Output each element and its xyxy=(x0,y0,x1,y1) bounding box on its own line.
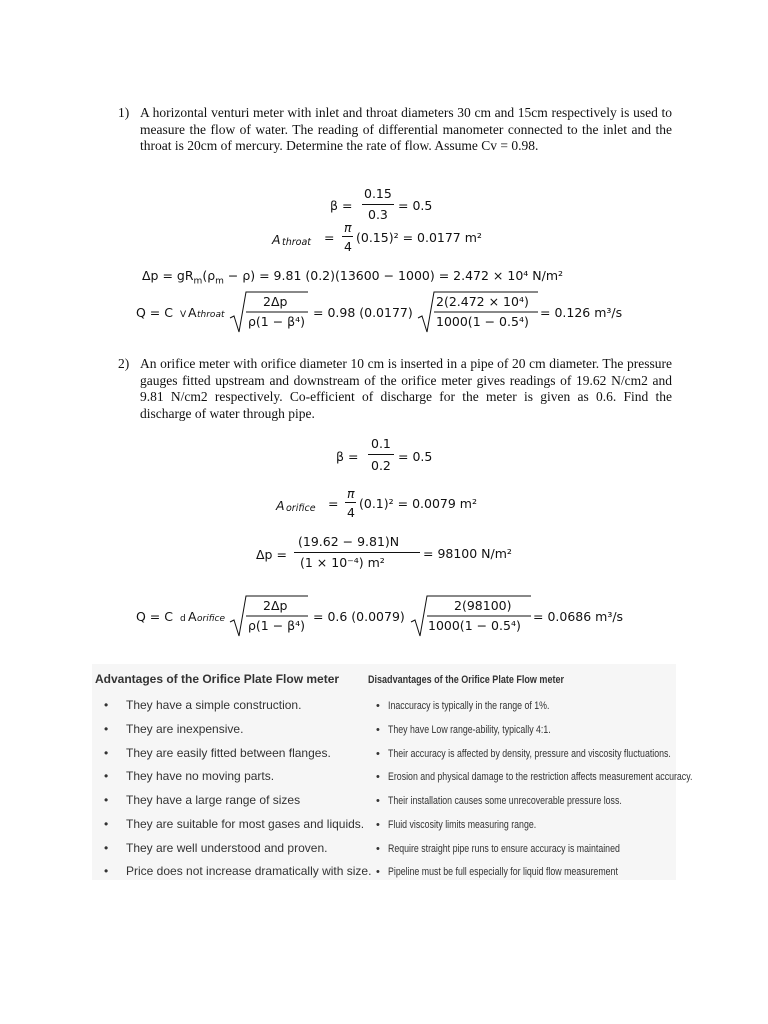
list-item xyxy=(376,843,678,855)
radical-1-numerator: 2Δp xyxy=(263,598,288,613)
dp-denominator: (1 × 10⁻⁴) m² xyxy=(300,555,385,570)
problem-1-text: A horizontal venturi meter with inlet and throat diameters 30 cm and 15cm respectively is used to measure the flow of water. The reading of differential manometer connected to the inlet and the throat is 20cm of mercury. Determine the rate of flow. Assume Cv = 0.98. xyxy=(140,105,672,153)
bullet: • xyxy=(376,843,380,855)
advantage-text: They have a simple construction. xyxy=(126,698,302,712)
fraction-bar xyxy=(368,454,394,455)
list-item xyxy=(376,724,591,736)
advantage-text: They are well understood and proven. xyxy=(126,841,328,855)
q-rhs: = 0.0686 m³/s xyxy=(533,609,624,624)
disadvantage-text: Their accuracy is affected by density, pressure and viscosity fluctuations. xyxy=(388,748,671,760)
radical-1-denominator: ρ(1 − β⁴) xyxy=(248,314,306,329)
q-sub-d: d xyxy=(180,614,186,624)
dp-subscript-2: m xyxy=(215,276,224,287)
fraction-bar xyxy=(294,552,420,553)
q-area: A xyxy=(188,609,197,624)
fraction-bar xyxy=(362,204,394,205)
bullet: • xyxy=(376,748,380,760)
list-item xyxy=(104,841,327,855)
bullet: • xyxy=(104,722,109,736)
beta-numerator: 0.15 xyxy=(364,186,392,201)
beta-numerator: 0.1 xyxy=(371,436,391,451)
beta-lhs: β = xyxy=(330,198,353,213)
q-sub-orifice: orifice xyxy=(197,614,226,624)
bullet: • xyxy=(376,724,380,736)
bullet: • xyxy=(376,795,380,807)
dp-subscript: m xyxy=(193,276,203,287)
dp-rhs: = 98100 N/m² xyxy=(423,546,512,561)
list-item xyxy=(104,698,301,712)
area-rhs: (0.15)² = 0.0177 m² xyxy=(356,230,482,245)
beta-denominator: 0.2 xyxy=(371,458,391,473)
area-symbol: A xyxy=(272,232,281,247)
comparison-panel xyxy=(92,664,693,880)
area-equals: = xyxy=(328,496,339,511)
pi-symbol: π xyxy=(347,486,355,501)
pi-symbol: π xyxy=(344,220,352,235)
area-equals: = xyxy=(324,230,335,245)
bullet: • xyxy=(104,864,109,878)
q-sub-v: V xyxy=(180,310,187,320)
list-item xyxy=(104,769,274,783)
q-area: A xyxy=(188,305,197,320)
bullet: • xyxy=(104,841,109,855)
disadvantages-title: Disadvantages of the Orifice Plate Flow meter xyxy=(368,674,564,686)
advantage-text: They have no moving parts. xyxy=(126,769,275,783)
problem-1-flow-equation xyxy=(136,290,656,336)
list-item xyxy=(104,722,243,736)
four: 4 xyxy=(344,239,352,254)
advantage-text: They are easily fitted between flanges. xyxy=(126,746,331,760)
bullet: • xyxy=(376,771,380,783)
area-subscript: throat xyxy=(282,237,312,248)
radical-2-numerator: 2(2.472 × 10⁴) xyxy=(436,294,529,309)
list-item xyxy=(376,819,573,831)
q-rhs: = 0.126 m³/s xyxy=(540,305,623,320)
disadvantage-text: Their installation causes some unrecoverable pressure loss. xyxy=(388,795,622,807)
dp-part-a: Δp = gR xyxy=(142,268,194,283)
list-item xyxy=(376,866,675,878)
dp-part-c: − ρ) = 9.81 (0.2)(13600 − 1000) = 2.472 × 10⁴ N/m² xyxy=(223,268,564,283)
advantages-title: Advantages of the Orifice Plate Flow meter xyxy=(95,672,340,686)
area-symbol: A xyxy=(276,498,285,513)
disadvantage-text: Pipeline must be full especially for liquid flow measurement xyxy=(388,866,618,878)
dp-lhs: Δp = xyxy=(256,547,287,562)
fraction-bar xyxy=(342,236,353,237)
problem-1-number: 1) xyxy=(118,105,130,120)
bullet: • xyxy=(104,817,109,831)
radical-1-denominator: ρ(1 − β⁴) xyxy=(248,618,306,633)
advantage-text: They are suitable for most gases and liquids. xyxy=(126,817,365,831)
bullet: • xyxy=(376,700,380,712)
four: 4 xyxy=(347,505,355,520)
problem-2-number: 2) xyxy=(118,356,130,371)
area-subscript: orifice xyxy=(286,503,316,514)
list-item xyxy=(376,771,768,783)
disadvantage-text: They have Low range-ability, typically 4:1. xyxy=(388,724,551,736)
list-item xyxy=(376,748,742,760)
advantage-text: They are inexpensive. xyxy=(126,722,244,736)
disadvantage-text: Erosion and physical damage to the restriction affects measurement accuracy. xyxy=(388,771,693,783)
disadvantage-text: Fluid viscosity limits measuring range. xyxy=(388,819,537,831)
area-rhs: (0.1)² = 0.0079 m² xyxy=(359,496,477,511)
problem-2-text: An orifice meter with orifice diameter 10 cm is inserted in a pipe of 20 cm diameter. The pressure gauges fitted upstream and downstream of the orifice meter gives readings of 19.62 N/cm2 and 9.81 N/cm2 respectively. Co-efficient of discharge for the meter is given as 0.6. Find the discharge of water through pipe. xyxy=(140,356,672,421)
problem-1-dp-equation xyxy=(142,268,563,287)
radical-2-denominator: 1000(1 − 0.5⁴) xyxy=(436,314,529,329)
bullet: • xyxy=(104,769,109,783)
bullet: • xyxy=(104,698,109,712)
beta-rhs: = 0.5 xyxy=(398,198,433,213)
list-item xyxy=(104,817,364,831)
advantage-text: Price does not increase dramatically with size. xyxy=(126,864,372,878)
disadvantage-text: Inaccuracy is typically in the range of 1%. xyxy=(388,700,550,712)
radical-2-denominator: 1000(1 − 0.5⁴) xyxy=(428,618,521,633)
q-lhs: Q = C xyxy=(136,609,173,624)
list-item xyxy=(104,746,331,760)
fraction-bar xyxy=(345,502,356,503)
disadvantage-text: Require straight pipe runs to ensure accuracy is maintained xyxy=(388,843,620,855)
beta-denominator: 0.3 xyxy=(368,207,388,222)
beta-lhs: β = xyxy=(336,449,359,464)
advantage-text: They have a large range of sizes xyxy=(126,793,301,807)
q-sub-throat: throat xyxy=(197,310,225,320)
bullet: • xyxy=(104,746,109,760)
beta-rhs: = 0.5 xyxy=(398,449,433,464)
problem-2-dp-equation xyxy=(256,534,536,576)
list-item xyxy=(104,793,300,807)
radical-2-numerator: 2(98100) xyxy=(454,598,512,613)
dp-part-b: (ρ xyxy=(202,268,216,283)
list-item xyxy=(376,700,590,712)
problem-2-flow-equation xyxy=(136,594,656,640)
dp-numerator: (19.62 − 9.81)N xyxy=(298,534,400,549)
q-lhs: Q = C xyxy=(136,305,173,320)
list-item xyxy=(376,795,680,807)
list-item xyxy=(104,864,371,878)
bullet: • xyxy=(104,793,109,807)
radical-1-numerator: 2Δp xyxy=(263,294,288,309)
bullet: • xyxy=(376,819,380,831)
q-mid: = 0.98 (0.0177) xyxy=(313,305,413,320)
bullet: • xyxy=(376,866,380,878)
q-mid: = 0.6 (0.0079) xyxy=(313,609,405,624)
